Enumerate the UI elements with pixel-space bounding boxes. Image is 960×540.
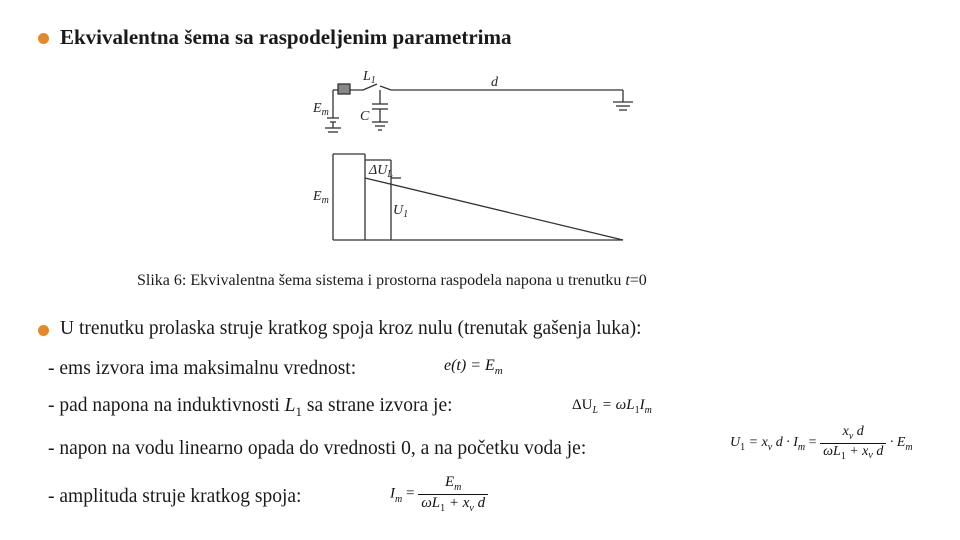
f2-rhs: = ωL [601,397,635,413]
caption-var: t [625,272,630,289]
f3-fraction [820,424,886,462]
svg-text:U1 [393,203,408,220]
f4-den: ωL [421,494,441,511]
f3-u: U [730,435,741,451]
f2-lhs-sub: L [592,405,599,416]
svg-text:Em [312,101,329,118]
line2-prefix: - pad napona na induktivnosti [48,395,285,416]
formula-ems [444,357,503,378]
em-top-sub: m [321,107,329,118]
f3-num-tail: d [853,424,864,439]
f3-den-sub2: v [868,450,873,462]
figure-caption [137,272,647,290]
f2-tail: I [639,397,645,413]
slide-title: Ekvivalentna šema sa raspodeljenim parametrima [60,25,512,49]
f3-im-sub: m [797,441,806,453]
heading-bullet-icon [38,33,49,44]
f2-tail-sub: m [644,405,652,416]
bullet-text: U trenutku prolaska struje kratkog spoja kroz nulu (trenutak gašenja luka): [60,318,642,339]
f4-den-tail2: d [473,494,486,511]
f4-lhs-sub: m [395,493,403,505]
f3-eq1: = x [748,435,768,451]
line2-var: L [284,395,296,416]
formula-current-amplitude [390,474,488,514]
f4-den-sub2: v [469,502,474,514]
capacitor-label: C [360,109,370,124]
f3-u-sub: 1 [740,441,746,453]
line-ems: - ems izvora ima maksimalnu vrednost: [48,358,357,379]
point-bullet-icon [38,325,49,336]
f1-lhs: e(t) = E [444,357,495,374]
f3-den-sub: 1 [840,450,846,462]
formula-voltage-drop [572,397,652,417]
delta-ul-label: ΔU [369,163,388,178]
f4-num-sub: m [454,482,462,493]
f3-num: x [842,424,849,439]
f4-den-tail: + x [445,494,470,511]
u1-label: U [393,203,404,218]
delta-ul-sub: L [387,169,393,180]
f3-end: · E [886,435,906,451]
f4-fraction [418,474,488,514]
f3-xv-sub: v [767,441,773,453]
f3-num-sub: v [848,430,854,442]
f4-eq: = [402,485,415,502]
line-current-amplitude: - amplituda struje kratkog spoja: [48,486,302,507]
circuit-figure [305,62,645,250]
f4-lhs: I [390,485,395,502]
f4-num: E [444,474,455,490]
em-bottom-label: E [313,189,322,204]
f4-den-sub: 1 [440,502,446,514]
f2-rhs-sub: 1 [634,405,640,416]
line2-sub: 1 [295,403,303,419]
l1-sub: 1 [370,75,376,86]
caption-prefix: Slika 6: Ekvivalentna šema sistema i prostorna raspodela napona u trenutku [137,272,626,289]
f2-lhs: ΔU [572,397,593,413]
svg-text:L1 [362,69,376,86]
svg-text:ΔUL [368,163,393,180]
f3-eq2: = [805,435,817,451]
line-line-voltage: - napon na vodu linearno opada do vrednosti 0, a na početku voda je: [48,438,587,459]
f3-mid: d · I [772,435,798,451]
f3-end-sub: m [905,441,913,453]
f3-den-tail2: d [872,443,884,459]
line2-suffix: sa strane izvora je: [302,395,453,416]
em-bottom-sub: m [321,195,329,206]
line-voltage-drop [48,395,453,420]
f3-den-tail: + x [845,443,869,459]
f1-sub: m [494,365,503,378]
em-top-label: E [313,101,322,116]
svg-text:Em [312,189,329,206]
l1-label: L [363,69,371,84]
formula-line-voltage [730,424,913,462]
u1-sub: 1 [403,209,409,220]
line-length-label: d [491,75,498,90]
caption-suffix: =0 [629,272,647,289]
f3-den: ωL [823,443,841,459]
